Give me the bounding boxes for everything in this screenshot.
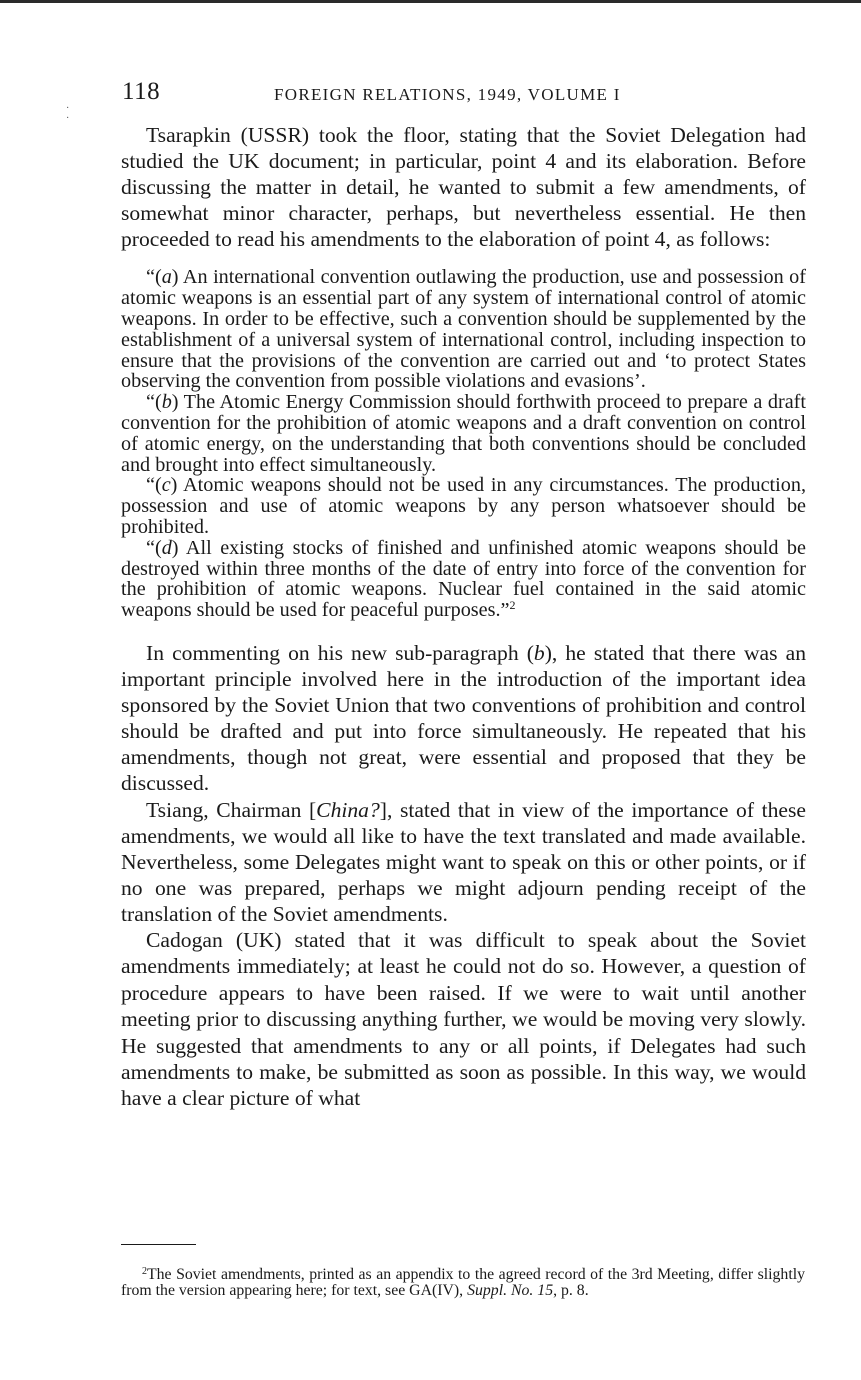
quote-open: “( — [146, 474, 162, 497]
paragraph-tsiang — [121, 797, 806, 927]
text-run: ), he stated that there was an important principle involved here in the introduction of the important idea sponsored by the Soviet Union that two conventions of prohibition and control should be drafted and put into force simultaneously. He repeated that his amendments, though not great, were essential and proposed that they be discussed. — [121, 641, 807, 796]
amendment-text: ) An international convention outlawing the production, use and possession of atomic weapons is an essential part of any system of international control of atomic weapons. In order to be effective, such a convention should be supplemented by the establishment of a universal system of international control, including inspection to ensure that the provisions of the convention are carried out and ‘to protect States observing the convention from possible violations and evasions’. — [121, 266, 806, 393]
quoted-amendments — [121, 267, 806, 621]
amendment-a — [121, 267, 806, 392]
item-letter: a — [161, 266, 172, 289]
footnote-text: The Soviet amendments, printed as an appendix to the agreed record of the 3rd Meeting, differ slightly from the version appearing here; for text, see GA(IV), — [121, 1266, 805, 1300]
paragraph-tsarapkin: Tsarapkin (USSR) took the floor, stating that the Soviet Delegation had studied the UK document; in particular, point 4 and its elaboration. Before discussing the matter in detail, he wanted to submit a few amendments, of somewhat minor character, perhaps, but nevertheless essential. He then proceeded to read his amendments to the elaboration of point 4, as follows: — [121, 123, 806, 252]
top-edge-rule — [0, 0, 861, 3]
margin-dot: · — [66, 113, 70, 124]
text-run: Tsiang, Chairman [ — [146, 797, 317, 822]
paragraph-cadogan: Cadogan (UK) stated that it was difficult to speak about the Soviet amendments immediately; at least he could not do so. However, a question of procedure appears to have been raised. If we were to wait until another meeting prior to discussing anything further, we would be moving very slowly. He suggested that amendments to any or all points, if Delegates had such amendments to make, be submitted as soon as possible. In this way, we would have a clear picture of what — [121, 928, 806, 1111]
footnote-citation: Suppl. No. 15 — [467, 1282, 554, 1300]
amendment-b — [121, 392, 806, 475]
amendment-text: ) All existing stocks of finished and unfinished atomic weapons should be destroyed within three months of the date of entry into force of the convention for the prohibition of atomic weapons. Nuclear fuel contained in the said atomic weapons should be used for peaceful purposes.” — [121, 536, 806, 622]
running-head: FOREIGN RELATIONS, 1949, VOLUME I — [274, 85, 621, 104]
item-letter: c — [161, 474, 171, 497]
amendment-c — [121, 475, 806, 537]
footnote-marker: 2 — [142, 1266, 147, 1277]
paragraph-commenting — [121, 640, 806, 797]
footnote-2 — [121, 1264, 805, 1299]
text-run: ], stated that in view of the importance of these amendments, we would all like to have the text translated and made available. Nevertheless, some Delegates might want to speak on this or other points, or if no one was prepared, perhaps we might adjourn pending receipt of the translation of the Soviet amendments. — [121, 797, 806, 926]
text-run: In commenting on his new sub-paragraph ( — [146, 641, 534, 666]
quote-open: “( — [146, 266, 162, 289]
item-letter: b — [533, 641, 545, 666]
item-letter: d — [161, 536, 172, 559]
amendment-d — [121, 538, 806, 621]
page-header — [122, 78, 807, 108]
page-number: 118 — [122, 78, 161, 105]
body-text — [121, 122, 806, 1112]
footnotes — [121, 1244, 805, 1299]
margin-dot: · — [66, 103, 70, 114]
quote-open: “( — [146, 536, 162, 559]
bracketed-country: China? — [316, 797, 380, 822]
amendment-text: ) The Atomic Energy Commission should forthwith proceed to prepare a draft convention for the prohibition of atomic weapons and a draft convention on control of atomic energy, on the understanding that both conventions should be concluded and brought into effect simultaneously. — [121, 391, 806, 476]
quote-open: “( — [146, 391, 162, 414]
footnote-text-end: , p. 8. — [553, 1282, 589, 1300]
footnote-reference[interactable]: 2 — [509, 598, 516, 613]
item-letter: b — [161, 391, 172, 414]
footnote-rule — [121, 1244, 196, 1245]
amendment-text: ) Atomic weapons should not be used in any circumstances. The production, possession and use of atomic weapons by any person whatsoever should be prohibited. — [121, 474, 806, 539]
